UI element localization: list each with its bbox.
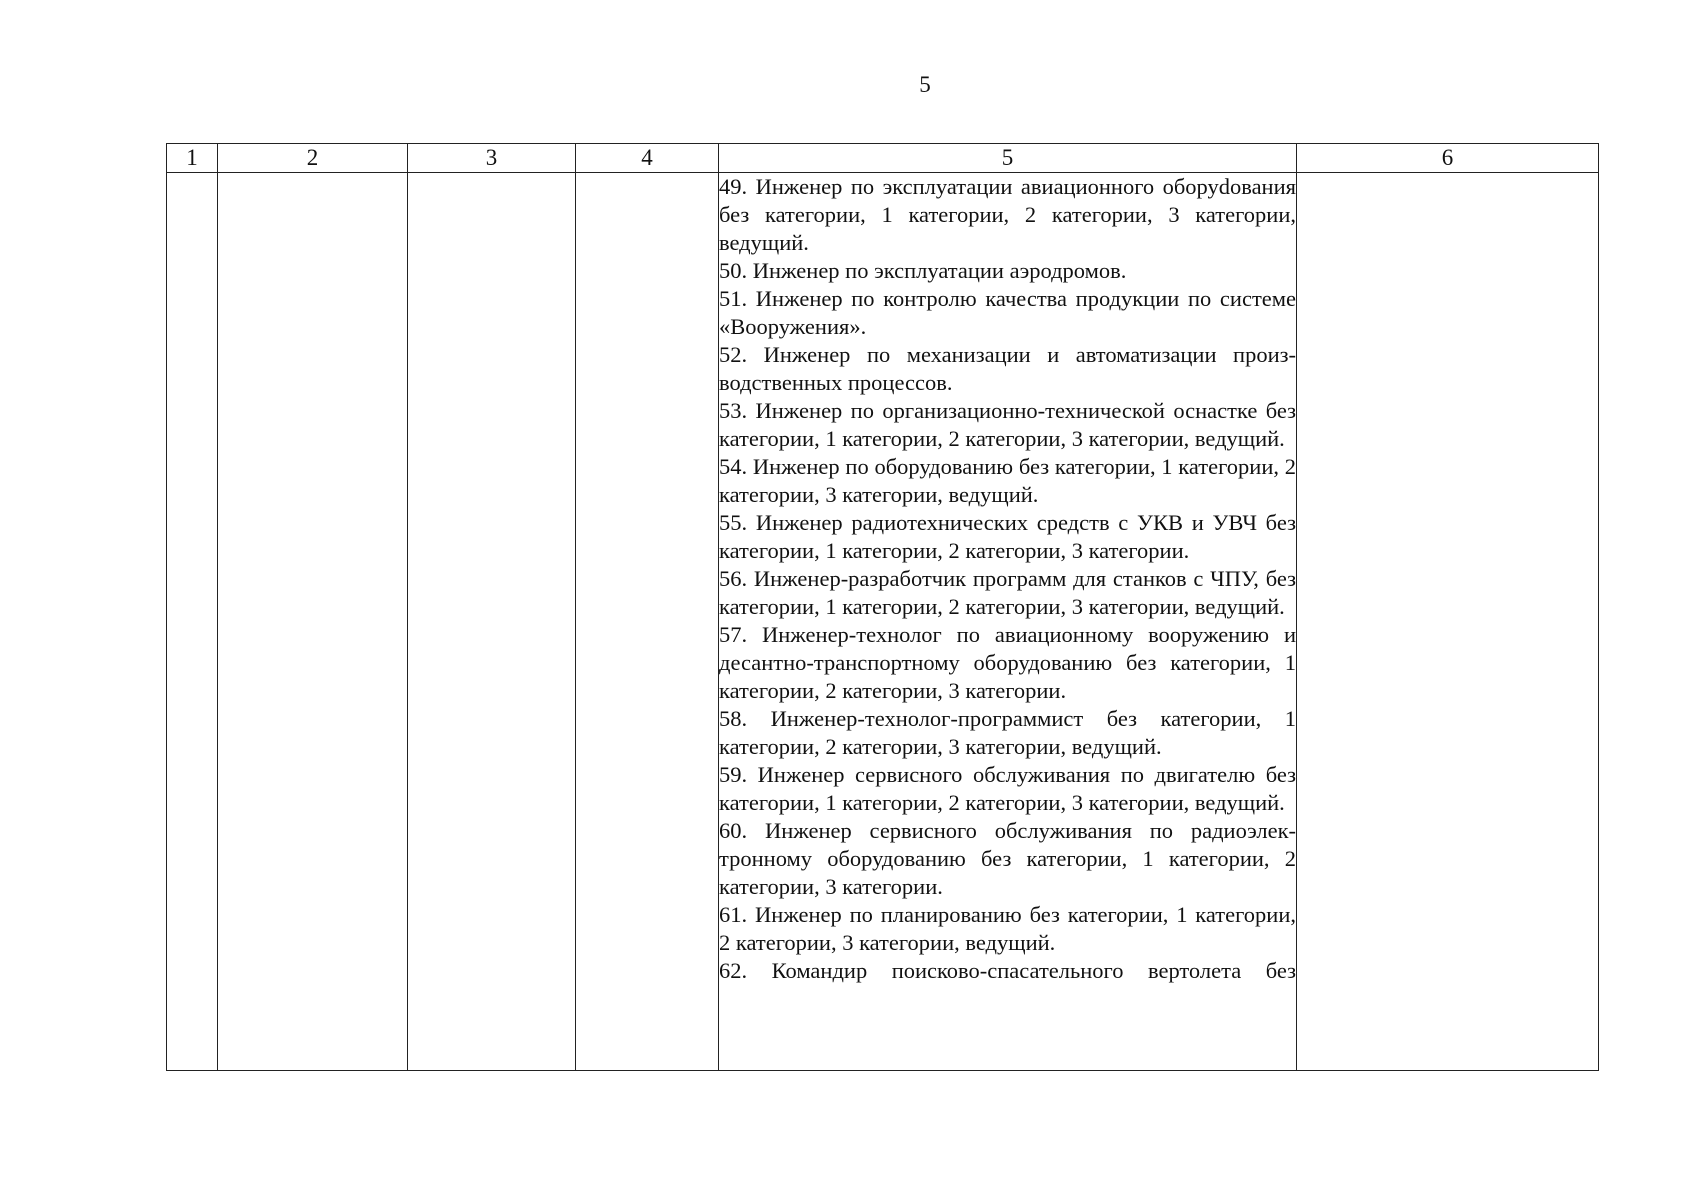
list-item: 60. Инженер сервисного обслуживания по радиоэлектронному оборудованию без категории, 1 категории, 2 категории, 3 категории. <box>719 818 1296 899</box>
list-item: 56. Инженер-разработчик программ для станков с ЧПУ, без категории, 1 категории, 2 категории, 3 категории, ведущий. <box>719 566 1296 619</box>
list-item: 53. Инженер по организационно-технической оснастке без категории, 1 категории, 2 категории, 3 категории, ведущий. <box>719 398 1296 451</box>
list-item: 62. Командир поисково-спасательного вертолета без <box>719 958 1296 983</box>
cell-col-4 <box>576 173 719 1071</box>
list-item: 54. Инженер по оборудованию без категории, 1 категории, 2 категории, 3 категории, ведущий. <box>719 454 1296 507</box>
list-item: 57. Инженер-технолог по авиационному вооружению и десантно-транспортному оборудованию без категории, 1 категории, 2 категории, 3 категории. <box>719 622 1296 703</box>
column-header-5: 5 <box>719 144 1297 173</box>
page-number: 5 <box>919 72 931 97</box>
column-header-6: 6 <box>1297 144 1599 173</box>
list-item: 51. Инженер по контролю качества продукции по системе «Вооружения». <box>719 286 1296 339</box>
list-item: 58. Инженер-технолог-программист без категории, 1 категории, 2 категории, 3 категории, ведущий. <box>719 706 1296 759</box>
table-row <box>167 173 1599 1071</box>
cell-col-2 <box>218 173 408 1071</box>
list-item: 52. Инженер по механизации и автоматизации производственных процессов. <box>719 342 1296 395</box>
column-header-3: 3 <box>408 144 576 173</box>
positions-list-cell <box>719 173 1297 1071</box>
list-item: 50. Инженер по эксплуатации аэродромов. <box>719 258 1127 283</box>
column-header-4: 4 <box>576 144 719 173</box>
list-item: 59. Инженер сервисного обслуживания по двигателю без категории, 1 категории, 2 категории, 3 категории, ведущий. <box>719 762 1296 815</box>
header-row <box>167 144 1599 173</box>
column-header-2: 2 <box>218 144 408 173</box>
cell-col-1 <box>167 173 218 1071</box>
cell-col-6 <box>1297 173 1599 1071</box>
document-table <box>166 143 1599 1071</box>
list-item: 61. Инженер по планированию без категории, 1 категории, 2 категории, 3 категории, ведущий. <box>719 902 1296 955</box>
cell-col-3 <box>408 173 576 1071</box>
list-item: 55. Инженер радиотехнических средств с УКВ и УВЧ без категории, 1 категории, 2 категории, 3 категории. <box>719 510 1296 563</box>
column-header-1: 1 <box>167 144 218 173</box>
list-item: 49. Инженер по эксплуатации авиационного оборуdования без категории, 1 категории, 2 категории, 3 категории, ведущий. <box>719 174 1296 255</box>
